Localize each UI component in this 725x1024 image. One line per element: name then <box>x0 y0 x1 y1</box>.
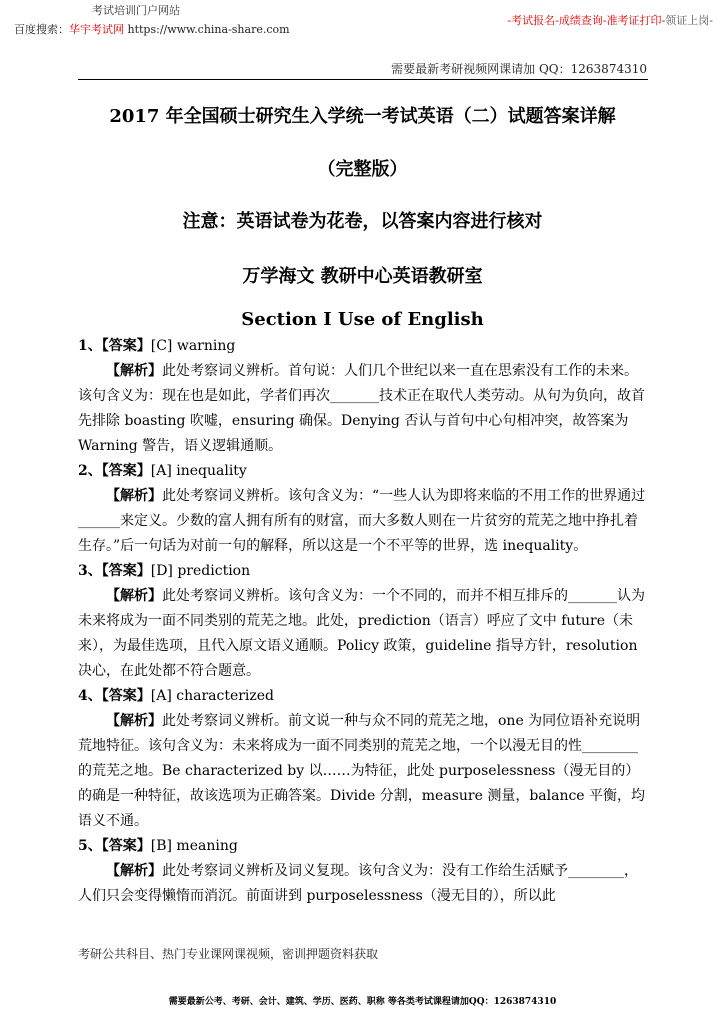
footer-bottom: 需要最新公考、考研、会计、建筑、学历、医药、职称 等各类考试课程请加QQ：1263874310 <box>168 997 557 1007</box>
section-heading: Section I Use of English <box>241 309 484 330</box>
answer-tag: 【答案】 <box>101 838 151 854</box>
link-admission-print[interactable]: 准考证打印- <box>606 14 666 27</box>
explanation <box>78 484 648 559</box>
document-notice: 注意：英语试卷为花卷，以答案内容进行核对 <box>182 211 543 232</box>
footer-note: 考研公共科目、热门专业课网课视频，密训押题资料获取 <box>78 947 379 961</box>
answer-line <box>78 559 648 584</box>
explanation <box>78 709 648 834</box>
document-author: 万学海文 教研中心英语教研室 <box>242 266 483 287</box>
search-url[interactable]: https://www.china-share.com <box>127 23 290 36</box>
explain-tag: 【解析】 <box>106 588 162 604</box>
answer-tag: 【答案】 <box>101 463 151 479</box>
answer-value: [C] warning <box>150 338 236 354</box>
answer-item-4 <box>78 684 648 834</box>
search-keyword[interactable]: 华宇考试网 <box>69 23 124 36</box>
explain-tag: 【解析】 <box>106 488 162 504</box>
header-contact: 需要最新考研视频网课请加 QQ：1263874310 <box>391 62 647 76</box>
header-links <box>507 12 713 28</box>
link-score-query[interactable]: 成绩查询- <box>558 14 607 27</box>
header-divider <box>78 79 648 80</box>
answer-line <box>78 684 648 709</box>
explanation <box>78 359 648 459</box>
explanation <box>78 859 648 909</box>
explain-text: 此处考察词义辨析。该句含义为：“一些人认为即将来临的不用工作的世界通过______来定义。少数的富人拥有所有的财富，而大多数人则在一片贫穷的荒芜之地中挣扎着生存。”后一句话为对前一句的解释，所以这是一个不平等的世界，选 inequality。 <box>78 488 646 554</box>
explain-text: 此处考察词义辨析。前文说一种与众不同的荒芜之地，one 为同位语补充说明荒地特征。该句含义为：未来将成为一面不同类别的荒芜之地，一个以漫无目的性________的荒芜之地。Be characterized by 以……为特征，此处 purposelessness（漫无目的）的确是一种特征，故该选项为正确答案。Divide 分割，measure 测量，balance 平衡，均语义不通。 <box>78 713 646 829</box>
document-title: 2017 年全国硕士研究生入学统一考试英语（二）试题答案详解 <box>109 106 616 127</box>
explanation <box>78 584 648 684</box>
site-label: 考试培训门户网站 <box>92 4 180 17</box>
explain-tag: 【解析】 <box>106 863 162 879</box>
link-exam-registration[interactable]: -考试报名- <box>507 14 559 27</box>
answer-tag: 【答案】 <box>101 688 151 704</box>
item-number: 3、 <box>78 563 102 579</box>
explain-tag: 【解析】 <box>106 363 162 379</box>
answer-value: [A] characterized <box>150 688 275 704</box>
answer-tag: 【答案】 <box>101 338 151 354</box>
answer-line <box>78 334 648 359</box>
item-number: 5、 <box>78 838 102 854</box>
answer-value: [A] inequality <box>150 463 247 479</box>
answer-item-2 <box>78 459 648 559</box>
answer-item-1 <box>78 334 648 459</box>
answer-value: [B] meaning <box>150 838 238 854</box>
item-number: 4、 <box>78 688 102 704</box>
answer-item-5 <box>78 834 648 909</box>
search-line <box>14 21 290 37</box>
answer-value: [D] prediction <box>150 563 251 579</box>
search-prefix: 百度搜索： <box>14 23 69 36</box>
answer-list <box>78 334 648 909</box>
item-number: 2、 <box>78 463 102 479</box>
answer-line <box>78 834 648 859</box>
explain-text: 此处考察词义辨析及词义复现。该句含义为：没有工作给生活赋予________，人们只会变得懒惰而消沉。前面讲到 purposelessness（漫无目的），所以此 <box>78 863 638 904</box>
item-number: 1、 <box>78 338 102 354</box>
link-certificate[interactable]: 领证上岗- <box>665 14 713 27</box>
explain-tag: 【解析】 <box>106 713 162 729</box>
explain-text: 此处考察词义辨析。该句含义为：一个不同的，而并不相互排斥的_______认为未来将成为一面不同类别的荒芜之地。此处，prediction（语言）呼应了文中 future（未来），为最佳选项，且代入原文语义通顺。Policy 政策，guideline 指导方针，resolution 决心，在此处都不符合题意。 <box>78 588 645 679</box>
answer-tag: 【答案】 <box>101 563 151 579</box>
answer-line <box>78 459 648 484</box>
document-version: （完整版） <box>317 159 408 180</box>
explain-text: 此处考察词义辨析。首句说：人们几个世纪以来一直在思索没有工作的未来。该句含义为：现在也是如此，学者们再次_______技术正在取代人类劳动。从句为负向，故首先排除 boasting 吹嘘，ensuring 确保。Denying 否认与首句中心句相冲突，故答案为 Warning 警告，语义逻辑通顺。 <box>78 363 645 454</box>
answer-item-3 <box>78 559 648 684</box>
